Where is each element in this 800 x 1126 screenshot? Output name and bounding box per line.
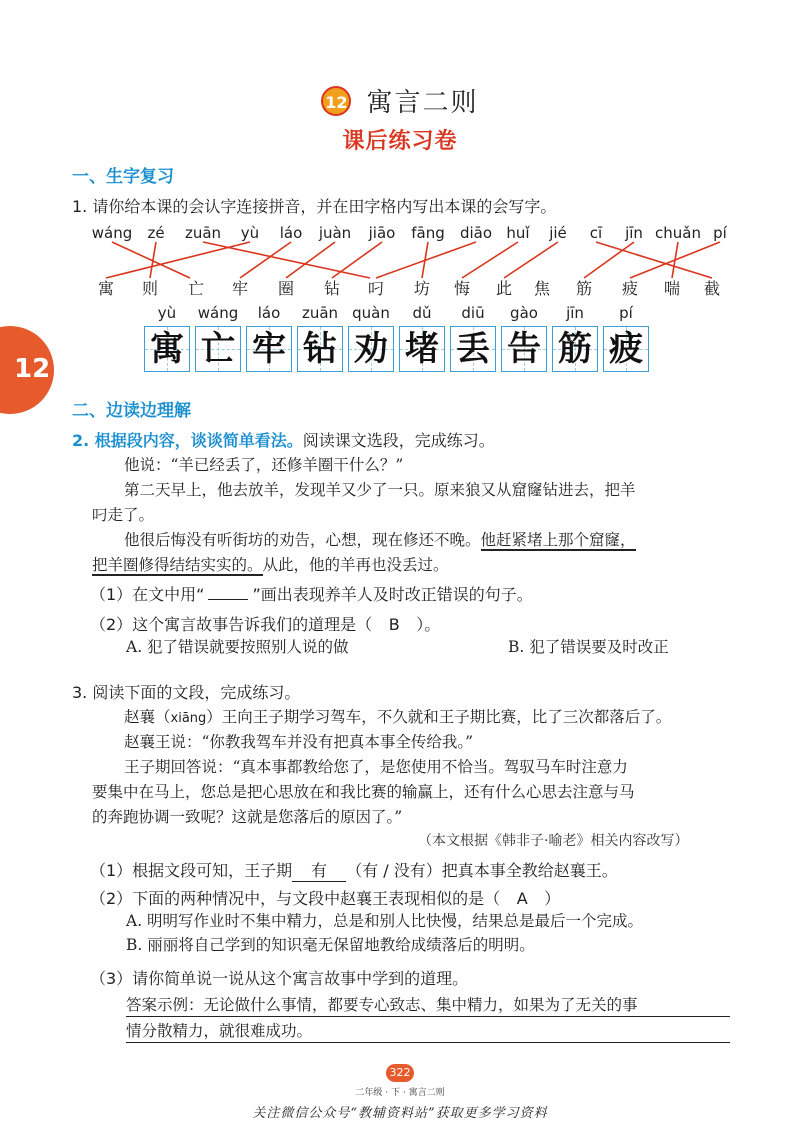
character-item: 喘: [663, 279, 681, 298]
passage-1-line: [124, 527, 636, 553]
tianzige-cell[interactable]: [297, 326, 343, 372]
q2-sub2-answer: B: [388, 615, 400, 634]
lesson-number-badge: 12: [321, 86, 351, 116]
worksheet-subtitle: 课后练习卷: [342, 128, 458, 154]
pinyin-item: diāo: [459, 224, 493, 242]
grid-pinyin: diū: [461, 304, 485, 322]
grid-character: 牢: [252, 329, 286, 369]
passage-text: ）王向王子期学习驾车，不久就和王子期比赛，比了三次都落后了。: [206, 708, 672, 726]
answer-line: [126, 1042, 730, 1043]
question-2-prompt-rest: 阅读课文选段，完成练习。: [302, 431, 495, 450]
grid-pinyin: wáng: [197, 304, 239, 322]
q2-option-b: B. 犯了错误要及时改正: [508, 638, 669, 656]
grid-pinyin: yù: [157, 304, 177, 322]
character-item: 悔: [453, 279, 471, 298]
footer-caption: 二年级 · 下 · 寓言二则: [355, 1088, 445, 1098]
pinyin-item: zuān: [184, 224, 222, 242]
grid-pinyin: láo: [257, 304, 281, 322]
lesson-title: 寓言二则: [366, 88, 479, 118]
character-item: 焦: [533, 279, 551, 298]
pinyin-item: cī: [589, 224, 603, 242]
q2-sub1-text-b: ”画出表现养羊人及时改正错误的句子。: [252, 585, 533, 604]
passage-1-line: [92, 552, 449, 578]
passage-text: 从此，他的羊再也没丢过。: [262, 556, 449, 574]
pinyin-item: láo: [279, 224, 303, 242]
match-line: [376, 242, 476, 278]
q3-sub2-text-a: （2）下面的两种情况中，与文段中赵襄王表现相似的是（: [90, 889, 501, 908]
pinyin-item: huǐ: [506, 224, 530, 242]
grid-character: 堵: [405, 329, 439, 369]
character-item: 牢: [231, 279, 249, 298]
character-item: 筋: [575, 279, 593, 298]
match-line: [504, 242, 558, 278]
passage-2-line: 要集中在马上，您总是把心思放在和我比赛的输赢上，还有什么心思去注意与马: [92, 783, 635, 801]
q3-sub2: [90, 886, 560, 909]
q2-option-a: A. 犯了错误就要按照别人说的做: [126, 638, 349, 656]
tianzige-cell[interactable]: [399, 326, 445, 372]
question-1-prompt: 1. 请你给本课的会认字连接拼音，并在田字格内写出本课的会写字。: [72, 197, 557, 216]
character-item: 亡: [187, 279, 205, 298]
pinyin-item: chuǎn: [655, 224, 701, 242]
source-note: （本文根据《韩非子·喻老》相关内容改写）: [418, 833, 689, 849]
q2-sub2-text-b: ）。: [416, 615, 441, 634]
match-line: [630, 242, 720, 278]
pinyin-item: fāng: [411, 224, 445, 242]
section-2-title: 二、边读边理解: [72, 401, 191, 421]
grid-character: 筋: [558, 329, 592, 369]
passage-text: 赵襄（: [124, 708, 171, 726]
grid-pinyin: jīn: [566, 304, 584, 322]
chapter-side-tab: [0, 326, 54, 414]
q2-sub2-text-a: （2）这个寓言故事告诉我们的道理是（: [90, 615, 373, 634]
watermark-text: 关注微信公众号“教辅资料站”获取更多学习资料: [252, 1106, 548, 1121]
tianzige-cell[interactable]: [348, 326, 394, 372]
match-line: [462, 242, 518, 278]
q3-sub1: [90, 858, 618, 882]
grid-pinyin: zuān: [301, 304, 339, 322]
pinyin-item: yù: [240, 224, 260, 242]
answer-line: [126, 1016, 730, 1017]
grid-character: 告: [507, 329, 541, 369]
passage-2-line: 的奔跑协调一致呢？这就是您落后的原因了。”: [92, 808, 403, 826]
lesson-header: [0, 82, 800, 119]
pinyin-item: wáng: [91, 224, 133, 242]
grid-pinyin: pí: [619, 304, 633, 322]
q3-sub2-text-b: ）: [544, 889, 561, 908]
grid-pinyin-row: [140, 304, 660, 326]
q3-sub1-text-b: （有 / 没有）把真本事全教给赵襄王。: [346, 861, 618, 880]
underlined-answer-text: 把羊圈修得结结实实的。: [92, 556, 263, 574]
q3-option-b: B. 丽丽将自己学到的知识毫无保留地教给成绩落后的明明。: [126, 936, 535, 954]
pinyin-item: juàn: [318, 224, 352, 242]
pinyin-item: zé: [147, 224, 165, 242]
q3-sub1-answer: 有: [292, 858, 346, 882]
tianzige-cell[interactable]: [603, 326, 649, 372]
match-line: [332, 242, 382, 278]
q3-option-a: A. 明明写作业时不集中精力，总是和别人比快慢，结果总是最后一个完成。: [126, 912, 644, 930]
character-item: 圈: [277, 279, 295, 298]
section-1-title: 一、生字复习: [72, 167, 174, 187]
grid-pinyin: gào: [510, 304, 538, 322]
q3-sub3-answer-line: 情分散精力，就很难成功。: [126, 1022, 313, 1040]
q2-sub2: [90, 612, 440, 635]
passage-text: 他很后悔没有听街坊的劝告，心想，现在修还不晚。: [124, 531, 481, 549]
q2-sub1: [90, 582, 533, 605]
character-item: 则: [141, 279, 159, 298]
tianzige-cell[interactable]: [501, 326, 547, 372]
grid-pinyin: dǔ: [412, 304, 432, 322]
character-row: [90, 276, 730, 298]
question-2-prompt-bold: 2. 根据段内容，谈谈简单看法。: [72, 431, 303, 450]
tianzige-cell[interactable]: [552, 326, 598, 372]
q3-sub3: （3）请你简单说一说从这个寓言故事中学到的道理。: [90, 969, 469, 988]
grid-character: 亡: [201, 329, 235, 369]
character-item: 截: [703, 279, 721, 298]
grid-character: 劝: [354, 329, 388, 369]
passage-2-line: [124, 704, 671, 732]
tianzige-cell[interactable]: [450, 326, 496, 372]
match-line: [584, 242, 634, 278]
underline-symbol: [208, 589, 248, 600]
character-item: 寓: [97, 279, 115, 298]
match-line: [286, 242, 335, 278]
grid-character: 疲: [609, 329, 643, 369]
question-2-prompt: [72, 428, 495, 451]
character-item: 坊: [413, 279, 431, 298]
underlined-answer-text: 他赶紧堵上那个窟窿，: [480, 531, 636, 549]
pinyin-item: jiāo: [368, 224, 396, 242]
pinyin-annotation: xiāng: [170, 711, 207, 726]
q3-sub3-answer-line: 答案示例：无论做什么事情，都要专心致志、集中精力，如果为了无关的事: [126, 996, 638, 1014]
character-item: 疲: [621, 279, 639, 298]
passage-1-line: 叼走了。: [92, 506, 155, 524]
pinyin-item: jié: [549, 224, 567, 242]
tianzige-cell[interactable]: [195, 326, 241, 372]
question-3-prompt: 3. 阅读下面的文段，完成练习。: [72, 683, 301, 702]
passage-1-line: 第二天早上，他去放羊，发现羊又少了一只。原来狼又从窟窿钻进去，把羊: [124, 481, 636, 499]
passage-1-line: 他说：“羊已经丢了，还修羊圈干什么？”: [124, 456, 404, 474]
tianzige-cell[interactable]: [246, 326, 292, 372]
grid-pinyin: quàn: [352, 304, 390, 322]
character-item: 钻: [323, 279, 341, 298]
match-line: [596, 242, 712, 278]
character-item: 此: [495, 279, 513, 298]
chapter-side-tab-label: 12: [14, 354, 51, 384]
q2-sub1-text-a: （1）在文中用“: [90, 585, 205, 604]
pinyin-item: jīn: [625, 224, 643, 242]
passage-2-line: 赵襄王说：“你教我驾车并没有把真本事全传给我。”: [124, 733, 474, 751]
tianzige-cell[interactable]: [144, 326, 190, 372]
grid-character: 寓: [150, 329, 184, 369]
page-number: 322: [386, 1064, 414, 1082]
grid-character: 丢: [456, 329, 490, 369]
character-item: 叼: [367, 279, 385, 298]
q3-sub1-text-a: （1）根据文段可知，王子期: [90, 861, 293, 880]
pinyin-item: pí: [713, 224, 727, 242]
q3-sub2-answer: A: [516, 889, 528, 908]
passage-2-line: 王子期回答说：“真本事都教给您了，是您使用不恰当。驾驭马车时注意力: [124, 758, 628, 776]
grid-character: 钻: [303, 329, 337, 369]
